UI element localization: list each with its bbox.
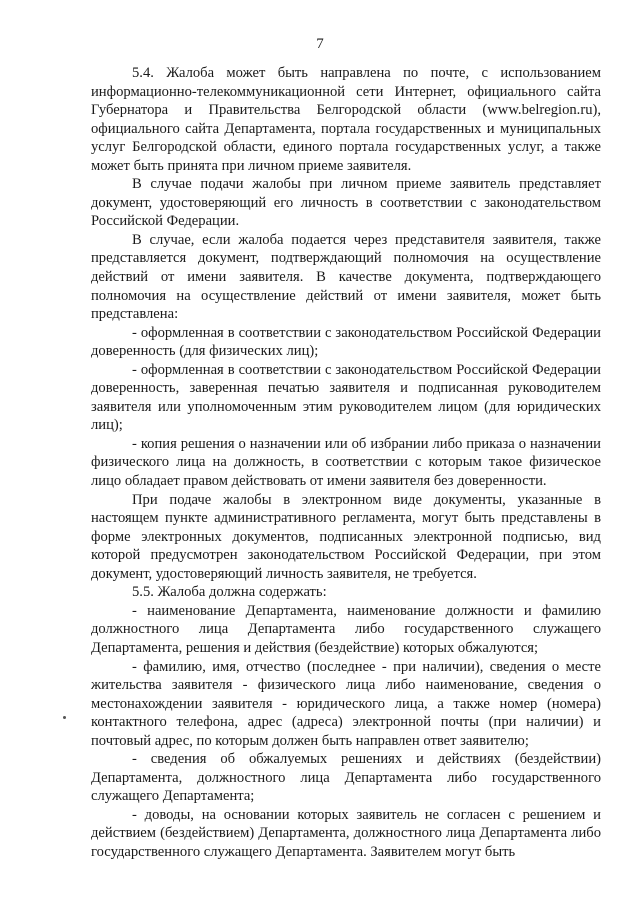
paragraph-5-5: 5.5. Жалоба должна содержать: [132,584,327,601]
page-number: 7 [316,36,324,52]
list-item-department-name: - наименование Департамента, наименование должности и фамилию должностного лица Департамента либо государственного служащего Департамента, решения и действия (бездействие) которых обжалуются; [91,602,601,656]
list-item-appealed-decisions: - сведения об обжалуемых решениях и действиях (бездействии) Департамента, должностного лица Департамента либо государственного служащего Департамента; [91,751,601,805]
list-item-legal-entity-power-of-attorney: - оформленная в соответствии с законодательством Российской Федерации доверенность, заверенная печатью заявителя и подписанная руководителем заявителя или уполномоченным этим руководителем лицом (для юридических лиц); [91,361,601,434]
list-item-appointment-decision: - копия решения о назначении или об избрании либо приказа о назначении физического лица на должность, в соответствии с которым такое физическое лицо обладает правом действовать от имени заявителя без доверенности. [91,435,601,490]
list-item-arguments: - доводы, на основании которых заявитель не согласен с решением и действием (бездействием) Департамента, должностного лица Департамента либо государственного служащего Департамента. Заявителем могут быть [91,806,601,860]
document-body [91,64,601,862]
paragraph-5-4: 5.4. Жалоба может быть направлена по почте, с использованием информационно-телекоммуникационной сети Интернет, официального сайта Губернатора и Правительства Белгородской области (www.belregion.ru), официального сайта Департамента, портала государственных и муниципальных услуг Белгородской области, единого портала государственных услуг, а также может быть принята при личном приеме заявителя. [91,65,601,174]
paragraph-personal-reception: В случае подачи жалобы при личном приеме заявитель представляет документ, удостоверяющий его личность в соответствии с законодательством Российской Федерации. [91,176,601,230]
list-item-individual-power-of-attorney: - оформленная в соответствии с законодательством Российской Федерации доверенность (для физических лиц); [91,324,601,360]
paragraph-representative: В случае, если жалоба подается через представителя заявителя, также представляется документ, подтверждающий полномочия на осуществление действий от имени заявителя. В качестве документа, подтверждающего полномочия на осуществление действий от имени заявителя, может быть представлена: [91,231,601,323]
list-item-applicant-details: - фамилию, имя, отчество (последнее - при наличии), сведения о месте жительства заявителя - физического лица либо наименование, сведения о местонахождении заявителя - юридического лица, а также номер (номера) контактного телефона, адрес (адреса) электронной почты (при наличии) и почтовый адрес, по которым должен быть направлен ответ заявителю; [91,658,601,749]
paragraph-electronic-submission: При подаче жалобы в электронном виде документы, указанные в настоящем пункте административного регламента, могут быть представлены в форме электронных документов, подписанных электронной подписью, вид которой предусмотрен законодательством Российской Федерации, при этом документ, удостоверяющий личность заявителя, не требуется. [91,491,601,582]
scan-speck [63,716,66,719]
